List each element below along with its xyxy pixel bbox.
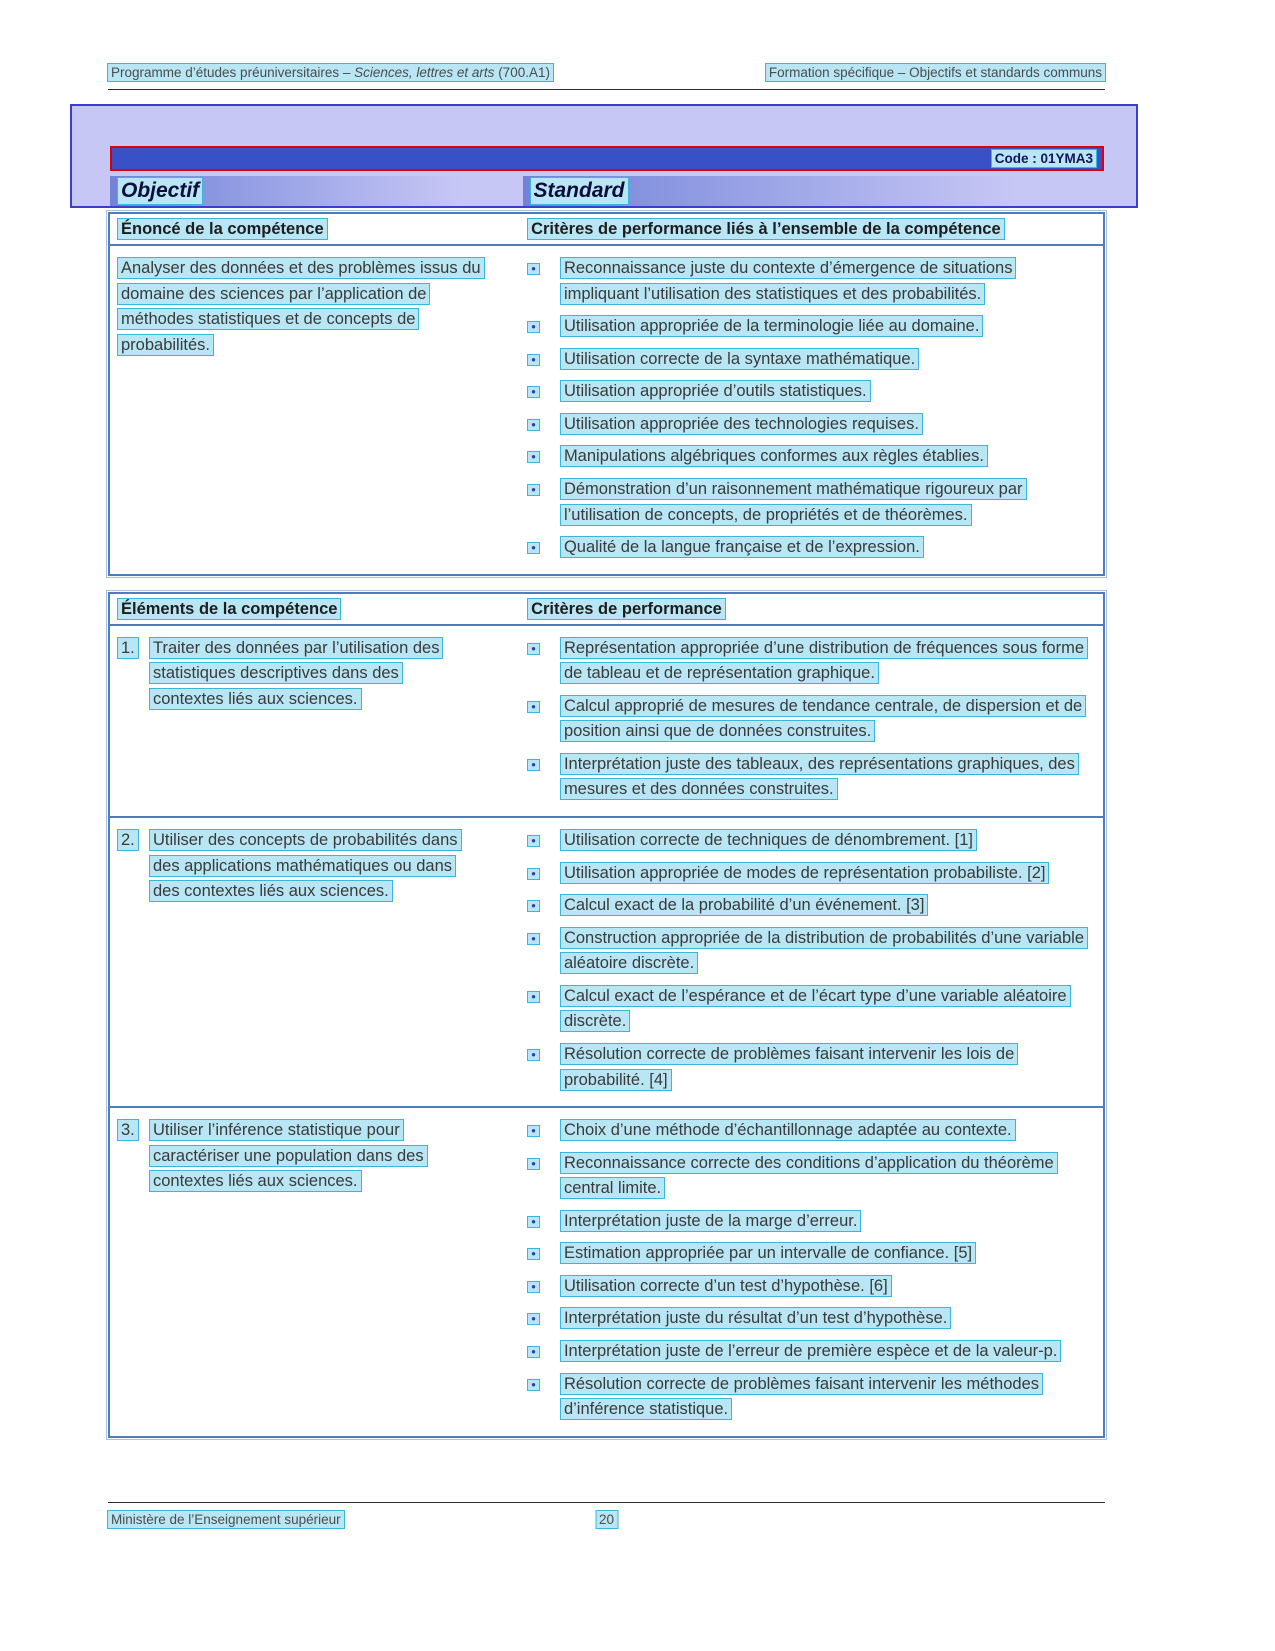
criterion-item bbox=[526, 412, 1087, 438]
criterion-item bbox=[526, 1274, 1087, 1300]
footer-text: Ministère de l’Enseignement supérieur bbox=[108, 1511, 344, 1528]
competence-header-left-cell bbox=[110, 220, 522, 239]
element-text-highlight: Traiter des données par l’utilisation des statistiques descriptives dans des contextes liés aux sciences. bbox=[150, 638, 442, 709]
criterion-text-highlight: Construction appropriée de la distribution de probabilités d’une variable aléatoire discrète. bbox=[561, 928, 1087, 974]
criterion-text-highlight: Interprétation juste de la marge d’erreur. bbox=[561, 1211, 861, 1231]
element-row bbox=[118, 1118, 468, 1195]
header-left bbox=[108, 64, 553, 81]
criterion-text-highlight: Utilisation appropriée de la terminologie liée au domaine. bbox=[561, 316, 983, 336]
criterion-text-highlight: Estimation appropriée par un intervalle de confiance. [5] bbox=[561, 1243, 975, 1263]
elements-header-right-cell bbox=[522, 600, 1103, 619]
header-left-post: (700.A1) bbox=[494, 65, 550, 80]
criterion-item bbox=[526, 861, 1087, 887]
criterion-text-highlight: Résolution correcte de problèmes faisant intervenir les méthodes d’inférence statistique. bbox=[561, 1374, 1042, 1420]
bullet-icon: ● bbox=[528, 1050, 539, 1060]
elements-table-row bbox=[110, 1106, 1103, 1436]
criterion-text bbox=[561, 984, 1087, 1035]
criterion-item bbox=[526, 1339, 1087, 1365]
element-cell bbox=[110, 828, 522, 1095]
bullet-icon: ● bbox=[528, 869, 539, 879]
criterion-text bbox=[561, 256, 1087, 307]
criterion-text bbox=[561, 1241, 1087, 1267]
criterion-text-highlight: Calcul exact de l’espérance et de l’écart type d’une variable aléatoire discrète. bbox=[561, 986, 1070, 1032]
criterion-text-highlight: Interprétation juste de l’erreur de première espèce et de la valeur-p. bbox=[561, 1341, 1060, 1361]
header-left-pre: Programme d’études préuniversitaires – bbox=[111, 65, 355, 80]
competence-table bbox=[108, 212, 1105, 576]
bullet-icon: ● bbox=[528, 1217, 539, 1227]
element-text bbox=[150, 636, 468, 713]
criterion-item bbox=[526, 1151, 1087, 1202]
element-number-highlight: 1. bbox=[118, 638, 138, 658]
bullet-icon: ● bbox=[528, 485, 539, 495]
criterion-item bbox=[526, 314, 1087, 340]
page-number-wrap bbox=[596, 1512, 617, 1527]
elements-table-row bbox=[110, 626, 1103, 816]
bullet-icon: ● bbox=[528, 420, 539, 430]
criterion-item bbox=[526, 1241, 1087, 1267]
element-text bbox=[150, 1118, 468, 1195]
criteria-cell bbox=[522, 1118, 1103, 1425]
criterion-text bbox=[561, 1042, 1087, 1093]
bullet-icon: ● bbox=[528, 543, 539, 553]
enonce-text bbox=[118, 256, 500, 358]
bullet-icon: ● bbox=[528, 1126, 539, 1136]
elements-header-left: Éléments de la compétence bbox=[118, 599, 340, 619]
elements-table bbox=[108, 592, 1105, 1438]
element-row bbox=[118, 828, 468, 905]
criterion-text bbox=[561, 1209, 1087, 1235]
criterion-item bbox=[526, 347, 1087, 373]
criterion-text-highlight: Utilisation appropriée d’outils statistiques. bbox=[561, 381, 870, 401]
element-row bbox=[118, 636, 468, 713]
elements-header-left-cell bbox=[110, 600, 522, 619]
criterion-text-highlight: Utilisation correcte de la syntaxe mathématique. bbox=[561, 349, 918, 369]
criterion-text-highlight: Utilisation correcte d’un test d’hypothèse. [6] bbox=[561, 1276, 891, 1296]
criterion-text-highlight: Résolution correcte de problèmes faisant intervenir les lois de probabilité. [4] bbox=[561, 1044, 1017, 1090]
element-cell bbox=[110, 1118, 522, 1425]
elements-table-header bbox=[110, 594, 1103, 626]
criterion-text bbox=[561, 444, 1087, 470]
element-number-highlight: 3. bbox=[118, 1120, 138, 1140]
page-header bbox=[108, 64, 1105, 90]
criteria-cell bbox=[522, 828, 1103, 1095]
criterion-item bbox=[526, 984, 1087, 1035]
criterion-item bbox=[526, 1372, 1087, 1423]
criterion-item bbox=[526, 477, 1087, 528]
criterion-item bbox=[526, 1209, 1087, 1235]
criterion-text bbox=[561, 1274, 1087, 1300]
competence-table-body bbox=[110, 246, 1103, 574]
competence-header-right: Critères de performance liés à l’ensemble de la compétence bbox=[528, 219, 1004, 239]
enonce-highlight: Analyser des données et des problèmes issus du domaine des sciences par l’application de méthodes statistiques et de concepts de probabilités. bbox=[118, 258, 484, 355]
criterion-text bbox=[561, 1118, 1087, 1144]
bullet-icon: ● bbox=[528, 934, 539, 944]
criterion-text bbox=[561, 752, 1087, 803]
criterion-item bbox=[526, 752, 1087, 803]
bullet-icon: ● bbox=[528, 355, 539, 365]
objectif-label: Objectif bbox=[118, 178, 202, 204]
criterion-item bbox=[526, 535, 1087, 561]
page-footer bbox=[108, 1502, 1105, 1527]
criterion-item bbox=[526, 379, 1087, 405]
criterion-item bbox=[526, 1306, 1087, 1332]
competence-table-header bbox=[110, 214, 1103, 246]
criterion-item bbox=[526, 694, 1087, 745]
criterion-text-highlight: Calcul approprié de mesures de tendance centrale, de dispersion et de position ainsi que de données construites. bbox=[561, 696, 1085, 742]
bullet-icon: ● bbox=[528, 452, 539, 462]
criterion-text-highlight: Qualité de la langue française et de l’expression. bbox=[561, 537, 923, 557]
criterion-item bbox=[526, 926, 1087, 977]
standard-label: Standard bbox=[531, 178, 628, 204]
page-number: 20 bbox=[596, 1511, 617, 1528]
criterion-text-highlight: Utilisation appropriée de modes de représentation probabiliste. [2] bbox=[561, 863, 1049, 883]
bullet-icon: ● bbox=[528, 1159, 539, 1169]
criterion-text bbox=[561, 893, 1087, 919]
criterion-text-highlight: Reconnaissance correcte des conditions d’application du théorème central limite. bbox=[561, 1153, 1057, 1199]
bullet-icon: ● bbox=[528, 702, 539, 712]
competence-header-left: Énoncé de la compétence bbox=[118, 219, 327, 239]
criterion-text bbox=[561, 412, 1087, 438]
criterion-text-highlight: Choix d’une méthode d’échantillonnage adaptée au contexte. bbox=[561, 1120, 1015, 1140]
criteria-cell bbox=[522, 636, 1103, 805]
criterion-text bbox=[561, 1151, 1087, 1202]
element-number bbox=[118, 828, 150, 905]
criterion-item bbox=[526, 893, 1087, 919]
criterion-text-highlight: Reconnaissance juste du contexte d’émergence de situations impliquant l’utilisation des statistiques et des probabilités. bbox=[561, 258, 1016, 304]
header-left-italic: Sciences, lettres et arts bbox=[354, 65, 495, 80]
content-area bbox=[108, 212, 1105, 1438]
criterion-text-highlight: Calcul exact de la probabilité d’un événement. [3] bbox=[561, 895, 927, 915]
bullet-icon: ● bbox=[528, 1314, 539, 1324]
criterion-text bbox=[561, 861, 1087, 887]
criterion-text-highlight: Utilisation appropriée des technologies requises. bbox=[561, 414, 922, 434]
criterion-text bbox=[561, 694, 1087, 745]
objectif-standard-row bbox=[110, 176, 1104, 206]
criterion-text-highlight: Démonstration d’un raisonnement mathématique rigoureux par l’utilisation de concepts, de propriétés et de théorèmes. bbox=[561, 479, 1026, 525]
bullet-icon: ● bbox=[528, 322, 539, 332]
criterion-text bbox=[561, 347, 1087, 373]
bullet-icon: ● bbox=[528, 387, 539, 397]
element-text-highlight: Utiliser l’inférence statistique pour caractériser une population dans des contextes liés aux sciences. bbox=[150, 1120, 427, 1191]
bullet-icon: ● bbox=[528, 1347, 539, 1357]
enonce-cell bbox=[110, 256, 522, 563]
element-number-highlight: 2. bbox=[118, 830, 138, 850]
criterion-text bbox=[561, 1372, 1087, 1423]
header-right: Formation spécifique – Objectifs et standards communs bbox=[766, 64, 1105, 81]
criterion-item bbox=[526, 828, 1087, 854]
element-text-highlight: Utiliser des concepts de probabilités dans des applications mathématiques ou dans des contextes liés aux sciences. bbox=[150, 830, 461, 901]
code-label: Code : 01YMA3 bbox=[992, 150, 1096, 167]
bullet-icon: ● bbox=[528, 264, 539, 274]
code-bar bbox=[110, 146, 1104, 171]
competence-criteria-list bbox=[522, 256, 1103, 563]
criterion-text bbox=[561, 535, 1087, 561]
element-cell bbox=[110, 636, 522, 805]
bullet-icon: ● bbox=[528, 1282, 539, 1292]
bullet-icon: ● bbox=[528, 992, 539, 1002]
criterion-text bbox=[561, 828, 1087, 854]
element-number bbox=[118, 1118, 150, 1195]
standard-cell bbox=[523, 176, 1105, 206]
criterion-item bbox=[526, 1042, 1087, 1093]
criterion-text bbox=[561, 379, 1087, 405]
elements-header-right: Critères de performance bbox=[528, 599, 725, 619]
elements-rows bbox=[110, 626, 1103, 1436]
bullet-icon: ● bbox=[528, 1380, 539, 1390]
criterion-item bbox=[526, 636, 1087, 687]
element-text bbox=[150, 828, 468, 905]
criterion-text-highlight: Interprétation juste des tableaux, des représentations graphiques, des mesures et des données construites. bbox=[561, 754, 1078, 800]
criterion-text bbox=[561, 477, 1087, 528]
criterion-text-highlight: Utilisation correcte de techniques de dénombrement. [1] bbox=[561, 830, 976, 850]
objectif-cell bbox=[110, 176, 523, 206]
bullet-icon: ● bbox=[528, 1249, 539, 1259]
element-number bbox=[118, 636, 150, 713]
criterion-text bbox=[561, 636, 1087, 687]
criterion-item bbox=[526, 1118, 1087, 1144]
criterion-text bbox=[561, 926, 1087, 977]
competence-header-right-cell bbox=[522, 220, 1103, 239]
criterion-text bbox=[561, 1306, 1087, 1332]
criterion-text bbox=[561, 314, 1087, 340]
criterion-text-highlight: Manipulations algébriques conformes aux règles établies. bbox=[561, 446, 987, 466]
bullet-icon: ● bbox=[528, 644, 539, 654]
criterion-text bbox=[561, 1339, 1087, 1365]
elements-table-row bbox=[110, 816, 1103, 1106]
criterion-text-highlight: Représentation appropriée d’une distribution de fréquences sous forme de tableau et de représentation graphique. bbox=[561, 638, 1087, 684]
criterion-item bbox=[526, 444, 1087, 470]
criterion-text-highlight: Interprétation juste du résultat d’un test d’hypothèse. bbox=[561, 1308, 950, 1328]
bullet-icon: ● bbox=[528, 901, 539, 911]
title-banner bbox=[70, 104, 1138, 208]
bullet-icon: ● bbox=[528, 836, 539, 846]
criterion-item bbox=[526, 256, 1087, 307]
bullet-icon: ● bbox=[528, 760, 539, 770]
